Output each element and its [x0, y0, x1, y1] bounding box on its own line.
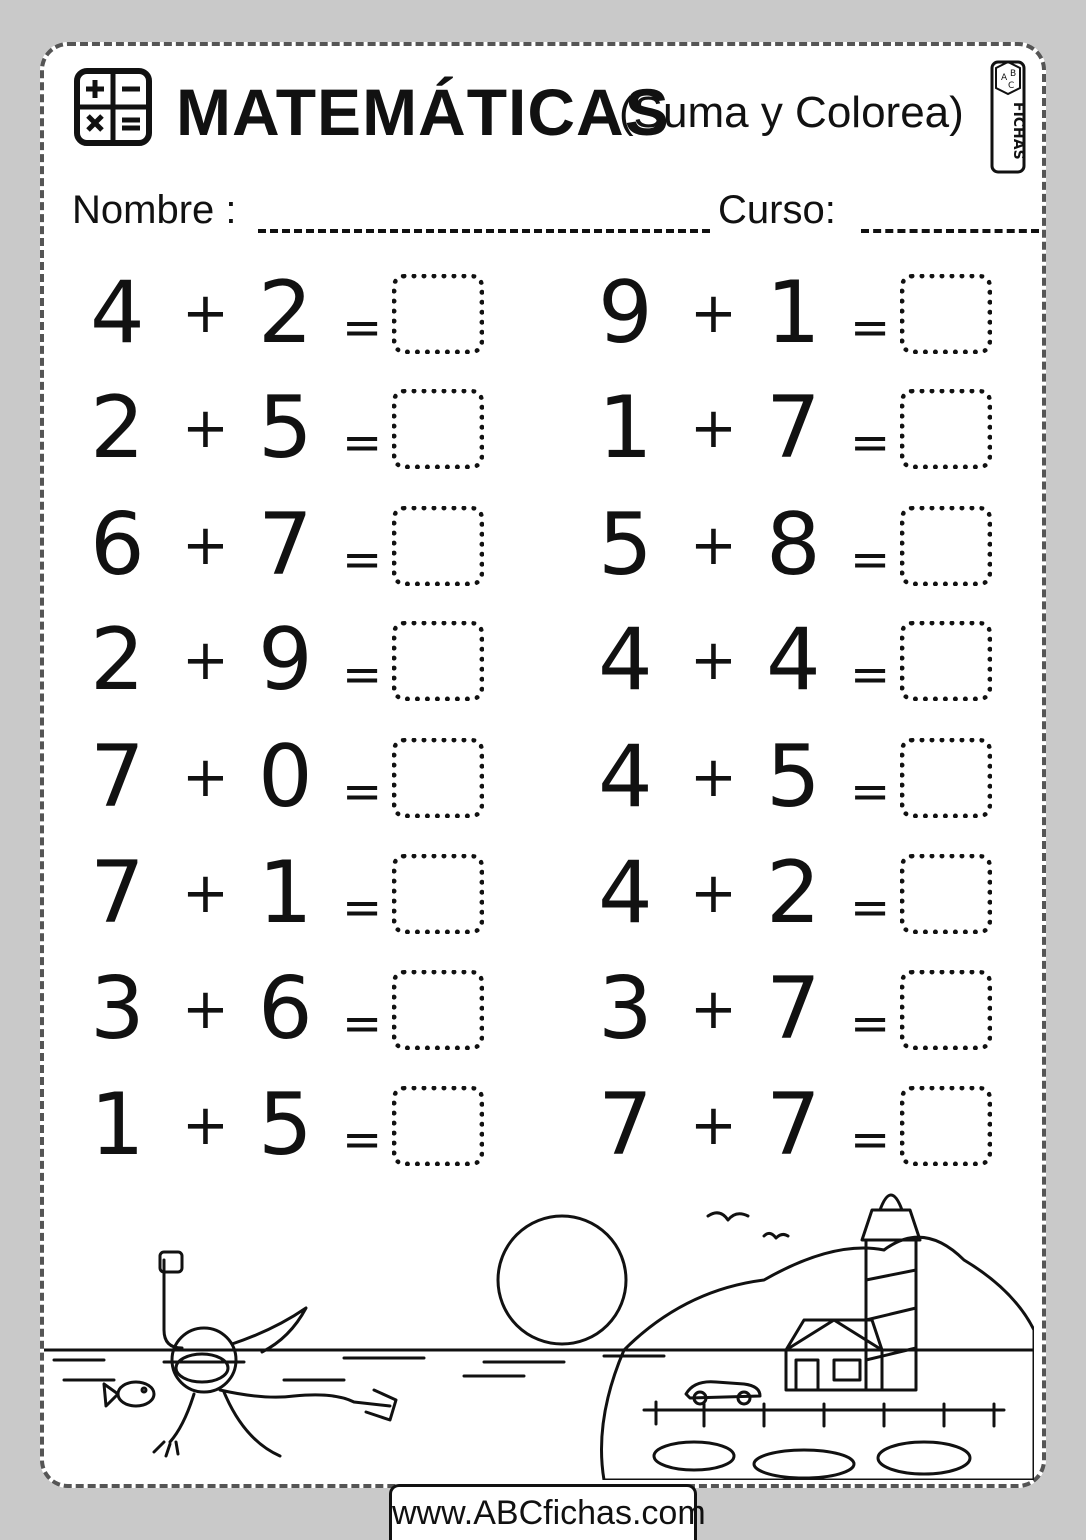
- plus-sign: +: [182, 745, 229, 810]
- answer-box[interactable]: [392, 621, 484, 701]
- answer-box[interactable]: [392, 970, 484, 1050]
- addend-b: 9: [258, 610, 313, 710]
- name-field-row: [72, 188, 710, 233]
- course-field-row: [718, 188, 1039, 233]
- course-blank-line[interactable]: [861, 195, 1039, 233]
- sun-icon: [498, 1216, 626, 1344]
- plus-sign: +: [182, 513, 229, 578]
- worksheet-title: MATEMÁTICAS: [176, 75, 670, 149]
- equals-sign: =: [850, 880, 891, 936]
- addend-b: 0: [258, 727, 313, 827]
- equation-row: [598, 959, 998, 1059]
- answer-box[interactable]: [900, 621, 992, 701]
- svg-text:C: C: [1008, 81, 1015, 91]
- addend-b: 5: [258, 1075, 313, 1175]
- addend-a: 3: [90, 959, 145, 1059]
- addend-b: 7: [766, 1075, 821, 1175]
- addend-b: 2: [258, 263, 313, 363]
- equation-row: [90, 1075, 490, 1175]
- equation-row: [598, 263, 998, 363]
- addend-a: 4: [598, 727, 653, 827]
- plus-sign: +: [690, 977, 737, 1042]
- addend-b: 7: [766, 959, 821, 1059]
- addend-a: 7: [598, 1075, 653, 1175]
- name-label: Nombre :: [72, 188, 237, 232]
- equals-sign: =: [850, 996, 891, 1052]
- addend-a: 4: [598, 610, 653, 710]
- equals-sign: =: [342, 764, 383, 820]
- addend-b: 7: [766, 378, 821, 478]
- svg-text:B: B: [1010, 69, 1017, 79]
- answer-box[interactable]: [900, 1086, 992, 1166]
- plus-sign: +: [690, 745, 737, 810]
- equals-sign: =: [342, 647, 383, 703]
- answer-box[interactable]: [392, 389, 484, 469]
- name-blank-line[interactable]: [258, 195, 710, 233]
- equals-sign: =: [342, 996, 383, 1052]
- equals-sign: =: [342, 1112, 383, 1168]
- snorkel-girl-illustration: [154, 1252, 396, 1456]
- equals-sign: =: [850, 764, 891, 820]
- equals-sign: =: [850, 415, 891, 471]
- equation-row: [90, 263, 490, 363]
- equation-row: [90, 610, 490, 710]
- equation-row: [598, 843, 998, 943]
- plus-sign: +: [690, 513, 737, 578]
- plus-sign: +: [690, 628, 737, 693]
- plus-sign: +: [690, 396, 737, 461]
- addend-b: 1: [258, 843, 313, 943]
- worksheet-subtitle: (Suma y Colorea): [619, 88, 964, 137]
- plus-sign: +: [182, 628, 229, 693]
- plus-sign: +: [690, 1093, 737, 1158]
- addend-b: 2: [766, 843, 821, 943]
- equation-row: [90, 959, 490, 1059]
- addend-a: 6: [90, 495, 145, 595]
- beach-scene-illustration: [44, 1180, 1034, 1480]
- equation-row: [598, 378, 998, 478]
- addend-b: 7: [258, 495, 313, 595]
- calculator-icon: [74, 68, 152, 146]
- worksheet-header: [74, 66, 1026, 156]
- addend-a: 9: [598, 263, 653, 363]
- fish-icon: [104, 1382, 154, 1406]
- addend-a: 1: [598, 378, 653, 478]
- addend-a: 4: [90, 263, 145, 363]
- plus-sign: +: [182, 281, 229, 346]
- plus-sign: +: [182, 396, 229, 461]
- logo-text: FICHAS: [1010, 102, 1026, 160]
- svg-text:A: A: [1001, 73, 1008, 83]
- answer-box[interactable]: [900, 389, 992, 469]
- equation-row: [90, 727, 490, 827]
- equals-sign: =: [342, 880, 383, 936]
- answer-box[interactable]: [392, 1086, 484, 1166]
- bird-icon: [764, 1233, 788, 1238]
- addend-a: 4: [598, 843, 653, 943]
- equation-row: [90, 378, 490, 478]
- equals-sign: =: [342, 300, 383, 356]
- abcfichas-logo: [988, 58, 1028, 176]
- answer-box[interactable]: [392, 506, 484, 586]
- equals-sign: =: [850, 532, 891, 588]
- addend-b: 1: [766, 263, 821, 363]
- plus-sign: +: [690, 281, 737, 346]
- addend-a: 1: [90, 1075, 145, 1175]
- answer-box[interactable]: [900, 854, 992, 934]
- answer-box[interactable]: [392, 738, 484, 818]
- addend-b: 4: [766, 610, 821, 710]
- equals-sign: =: [342, 415, 383, 471]
- addend-a: 3: [598, 959, 653, 1059]
- equals-sign: =: [342, 532, 383, 588]
- addend-b: 5: [766, 727, 821, 827]
- addend-a: 2: [90, 610, 145, 710]
- plus-sign: +: [182, 977, 229, 1042]
- addend-b: 8: [766, 495, 821, 595]
- addend-a: 7: [90, 843, 145, 943]
- equals-sign: =: [850, 1112, 891, 1168]
- plus-sign: +: [182, 861, 229, 926]
- equation-row: [598, 610, 998, 710]
- equation-row: [90, 495, 490, 595]
- equation-row: [90, 843, 490, 943]
- addend-b: 5: [258, 378, 313, 478]
- answer-box[interactable]: [392, 854, 484, 934]
- plus-sign: +: [690, 861, 737, 926]
- equation-row: [598, 495, 998, 595]
- bird-icon: [708, 1213, 748, 1220]
- addend-a: 2: [90, 378, 145, 478]
- equation-row: [598, 1075, 998, 1175]
- course-label: Curso:: [718, 188, 836, 232]
- website-footer[interactable]: www.ABCfichas.com: [389, 1484, 697, 1540]
- equals-sign: =: [850, 647, 891, 703]
- addend-b: 6: [258, 959, 313, 1059]
- answer-box[interactable]: [900, 274, 992, 354]
- answer-box[interactable]: [392, 274, 484, 354]
- plus-sign: +: [182, 1093, 229, 1158]
- answer-box[interactable]: [900, 970, 992, 1050]
- equation-row: [598, 727, 998, 827]
- answer-box[interactable]: [900, 506, 992, 586]
- equals-sign: =: [850, 300, 891, 356]
- addend-a: 7: [90, 727, 145, 827]
- addend-a: 5: [598, 495, 653, 595]
- answer-box[interactable]: [900, 738, 992, 818]
